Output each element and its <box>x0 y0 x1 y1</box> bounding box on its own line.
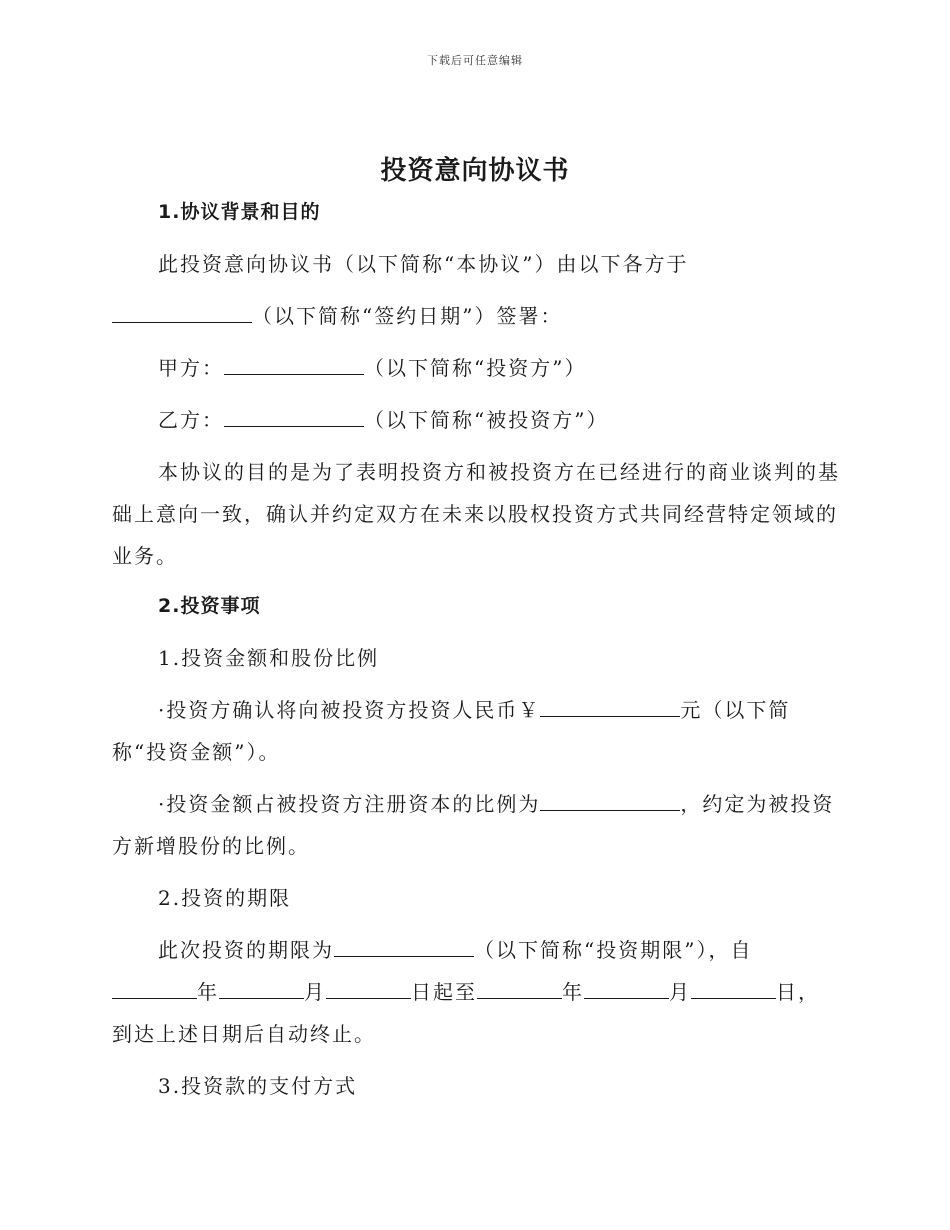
party-a-line <box>158 354 586 382</box>
month-unit: 月 <box>669 980 691 1004</box>
term-text-b: （以下简称“投资期限”），自 <box>474 938 753 962</box>
party-b-blank[interactable] <box>224 406 364 427</box>
year-unit: 年 <box>562 980 584 1004</box>
share-ratio-blank[interactable] <box>540 790 680 811</box>
start-month-blank[interactable] <box>219 978 304 999</box>
end-day-blank[interactable] <box>691 978 776 999</box>
intro-line-2 <box>112 302 562 330</box>
party-b-label: 乙方： <box>158 408 224 432</box>
day-unit: 日， <box>776 980 820 1004</box>
subsection-2-heading: 2.投资的期限 <box>158 886 292 910</box>
purpose-line-3: 业务。 <box>112 544 178 568</box>
start-day-blank[interactable] <box>326 978 411 999</box>
party-a-suffix: （以下简称“投资方”） <box>364 356 587 380</box>
end-year-blank[interactable] <box>477 978 562 999</box>
sign-date-blank[interactable] <box>112 302 252 323</box>
party-a-label: 甲方： <box>158 356 224 380</box>
year-unit: 年 <box>197 980 219 1004</box>
subsection-3-heading: 3.投资款的支付方式 <box>158 1074 358 1098</box>
section-2-heading: 2.投资事项 <box>158 595 261 617</box>
page-header: 下载后可任意编辑 <box>427 54 523 67</box>
bullet-1-line-1 <box>158 696 790 724</box>
purpose-line-1: 本协议的目的是为了表明投资方和被投资方在已经进行的商业谈判的基 <box>158 460 840 484</box>
bullet-1-text-a: ·投资方确认将向被投资方投资人民币￥ <box>158 698 541 722</box>
party-b-line <box>158 406 608 434</box>
bullet-2-text-b: ，约定为被投资 <box>680 792 835 816</box>
end-month-blank[interactable] <box>584 978 669 999</box>
intro-line-2-text: （以下简称“签约日期”）签署： <box>252 304 563 328</box>
bullet-2-text-a: ·投资金额占被投资方注册资本的比例为 <box>158 792 541 816</box>
term-line-3: 到达上述日期后自动终止。 <box>112 1022 376 1046</box>
intro-line-1: 此投资意向协议书（以下简称“本协议”）由以下各方于 <box>158 252 689 276</box>
party-b-suffix: （以下简称“被投资方”） <box>364 408 609 432</box>
month-unit: 月 <box>304 980 326 1004</box>
investment-amount-blank[interactable] <box>540 696 680 717</box>
document-title: 投资意向协议书 <box>380 156 570 186</box>
purpose-line-2: 础上意向一致，确认并约定双方在未来以股权投资方式共同经营特定领域的 <box>112 502 838 526</box>
term-line-2 <box>112 978 820 1006</box>
term-text-a: 此次投资的期限为 <box>158 938 334 962</box>
term-line-1 <box>158 936 752 964</box>
party-a-blank[interactable] <box>224 354 364 375</box>
bullet-2-line-2: 方新增股份的比例。 <box>112 834 310 858</box>
bullet-1-line-2: 称“投资金额”）。 <box>112 740 281 764</box>
subsection-1-heading: 1.投资金额和股份比例 <box>158 646 380 670</box>
section-1-heading: 1.协议背景和目的 <box>158 201 321 223</box>
bullet-1-text-b: 元（以下简 <box>680 698 791 722</box>
day-from-unit: 日起至 <box>411 980 477 1004</box>
bullet-2-line-1 <box>158 790 834 818</box>
term-period-blank[interactable] <box>334 936 474 957</box>
start-year-blank[interactable] <box>112 978 197 999</box>
